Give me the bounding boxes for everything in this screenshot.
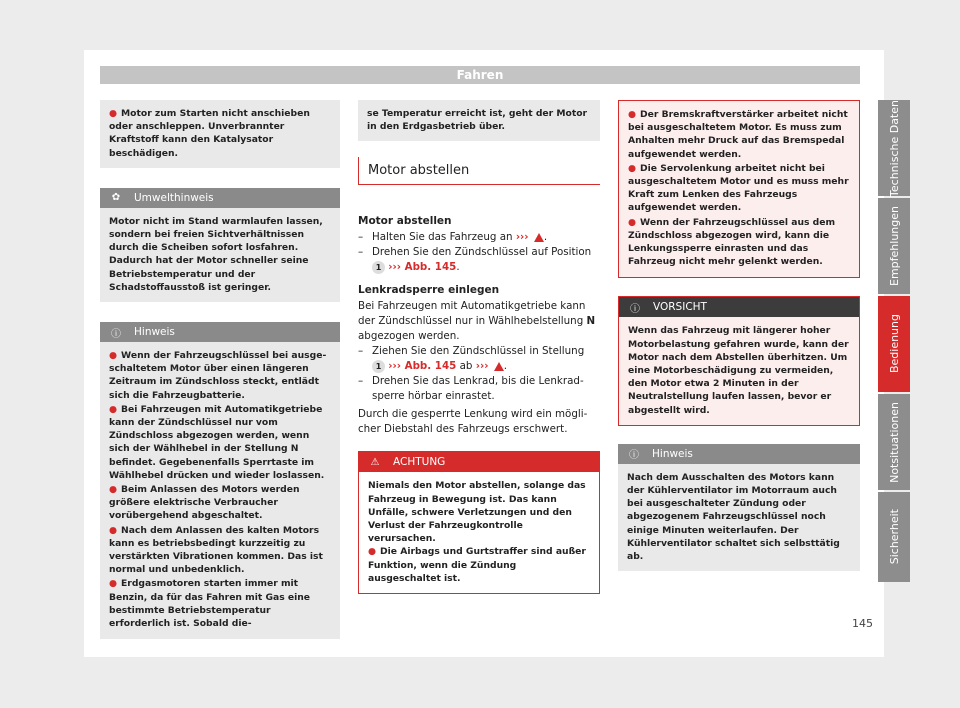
step: – Ziehen Sie den Zündschlüssel in Stellung 1 ››› Abb. 145 ab ››› . — [358, 345, 585, 373]
warning-text: Niemals den Motor abstellen, solange das Fahrzeug in Bewegung ist. Das kann Unfälle, schwere Verletzungen und den Verlust der Fahrzeugkontrolle verursachen. — [368, 480, 586, 545]
warning-triangle-icon — [494, 362, 504, 371]
warning-icon: ⚠ — [370, 456, 380, 468]
info-icon: ⓘ — [111, 328, 121, 340]
bullet-icon: ● — [368, 546, 377, 558]
bullet-icon: ● — [109, 578, 118, 590]
list-item: ● Der Bremskraftverstärker arbeitet nicht bei ausgeschaltetem Motor. Es muss zum Anhalten mehr Druck auf das Bremspedal aufgewendet werden. — [628, 109, 848, 160]
caution-box — [618, 296, 860, 425]
list-item: ● Erdgasmotoren starten immer mit Benzin, da für das Fahren mit Gas eine bestimmte Betriebstemperatur erforderlich ist. Sobald die- — [109, 578, 311, 630]
environment-note-title: Umwelthinweis — [134, 191, 214, 204]
step: – Drehen Sie das Lenkrad, bis die Lenkradsperre hörbar einrastet. — [358, 375, 584, 403]
bullet-icon: ● — [109, 108, 118, 119]
list-item: ● Nach dem Anlassen des kalten Motors kann es betriebsbedingt kurzzeitig zu verstärkten Vibrationen kommen. Das ist normal und unbedenklich. — [109, 524, 323, 576]
list-item: ● Wenn der Fahrzeugschlüssel aus dem Zündschloss abgezogen wird, kann die Lenkungssperre einrasten und das Fahrzeug nicht mehr gelenkt werden. — [628, 216, 836, 268]
tab-empfehlungen[interactable]: Empfehlungen — [878, 198, 910, 294]
list-item: ● Die Servolenkung arbeitet nicht bei ausgeschaltetem Motor und es muss mehr Kraft zum Lenken des Fahrzeugs aufgewendet werden. — [628, 162, 849, 214]
hint-title: Hinweis — [134, 326, 175, 339]
hint-continuation-text: se Temperatur erreicht ist, geht der Motor in den Erdgasbetrieb über. — [367, 108, 588, 133]
leaf-icon: ✿ — [111, 192, 121, 204]
tab-technische-daten[interactable]: Technische Daten — [878, 100, 910, 196]
figure-ref-link[interactable]: ››› Abb. 145 — [388, 261, 457, 274]
warning-continuation-box — [618, 100, 860, 278]
ref-link[interactable]: ››› — [515, 231, 529, 244]
tab-sicherheit[interactable]: Sicherheit — [878, 492, 910, 582]
bullet-icon: ● — [109, 403, 118, 415]
list-item: ● Beim Anlassen des Motors werden größere elektrische Verbraucher vorübergehend abgeschaltet. — [109, 484, 300, 522]
section-title: Motor abstellen — [358, 157, 600, 184]
environment-note-box — [100, 188, 340, 302]
hint-title: Hinweis — [652, 447, 693, 460]
intro-bullet-text: Motor zum Starten nicht anschieben oder anschleppen. Unverbrannter Kraftstoff kann den Katalysator beschädigen. — [109, 108, 310, 159]
page-header: Fahren — [100, 66, 860, 84]
tab-bedienung[interactable]: Bedienung — [878, 296, 910, 392]
bullet-icon: ● — [628, 162, 637, 174]
tab-notsituationen[interactable]: Notsituationen — [878, 394, 910, 490]
warning-triangle-icon — [534, 233, 544, 242]
bullet-icon: ● — [109, 524, 118, 536]
bullet-icon: ● — [109, 484, 118, 496]
column-right — [618, 100, 860, 587]
environment-note-body: Motor nicht im Stand warmlaufen lassen, sondern bei freien Sichtverhältnissen durch die Scheiben sofort losfahren. Dadurch hat der Motor schneller seine Betriebstemperatur und der Schadstoffausstoß ist geringer. — [109, 215, 323, 293]
paragraph: Durch die gesperrte Lenkung wird ein möglicher Diebstahl des Fahrzeugs erschwert. — [358, 408, 588, 436]
page-number: 145 — [852, 617, 873, 630]
step: – Halten Sie das Fahrzeug an ››› . — [358, 231, 548, 244]
list-item: ● Die Airbags und Gurtstraffer sind außer Funktion, wenn die Zündung ausgeschaltet ist. — [368, 546, 586, 584]
bullet-icon: ● — [628, 109, 637, 120]
subheading-motor-abstellen: Motor abstellen — [358, 215, 452, 228]
step: – Drehen Sie den Zündschlüssel auf Position 1 ››› Abb. 145. — [358, 246, 592, 274]
position-marker: 1 — [372, 360, 385, 373]
figure-ref-link[interactable]: ››› Abb. 145 — [388, 360, 457, 373]
alert-circle-icon: ⓘ — [630, 303, 640, 315]
ref-link[interactable]: ››› — [475, 360, 489, 373]
warning-title: ACHTUNG — [393, 456, 446, 469]
warning-continuation-box — [100, 100, 340, 168]
info-icon: ⓘ — [629, 450, 639, 462]
hint-text: Nach dem Ausschalten des Motors kann der Kühlerventilator im Motorraum auch bei ausgeschalteter Zündung oder abgezogenem Fahrzeugschlüssel noch einige Minuten weiterlaufen. Der Kühlerventilator schaltet sich selbsttätig ab. — [627, 471, 840, 563]
paragraph: Bei Fahrzeugen mit Automatikgetriebe kann der Zündschlüssel nur in Wählhebelstellung N abgezogen werden. — [358, 300, 596, 343]
subheading-lenkradsperre: Lenkradsperre einlegen — [358, 284, 500, 297]
column-left — [100, 100, 340, 655]
list-item: ● Bei Fahrzeugen mit Automatikgetriebe kann der Zündschlüssel nur vom Zündschloss abgezogen werden, wenn sich der Wählhebel in der Stellung N befindet. Gegebenenfalls Sperrtaste im Wählhebel drücken und wieder loslassen. — [109, 403, 325, 481]
hint-box — [618, 444, 860, 571]
hint-box — [100, 322, 340, 639]
column-middle — [358, 100, 600, 610]
bullet-icon: ● — [628, 216, 637, 228]
list-item: ● Wenn der Fahrzeugschlüssel bei ausgeschaltetem Motor über einen längeren Zeitraum im Zündschloss steckt, entlädt sich die Fahrzeugbatterie. — [109, 350, 327, 401]
caution-text: Wenn das Fahrzeug mit längerer hoher Motorbelastung gefahren wurde, kann der Motor nach dem Abstellen überhitzen. Um eine Motorbeschädigung zu vermeiden, den Motor etwa 2 Minuten in der Neutralstellung laufen lassen, bevor er abgestellt wird. — [628, 325, 849, 416]
bullet-icon: ● — [109, 350, 118, 362]
warning-box — [358, 451, 600, 594]
caution-title: VORSICHT — [653, 301, 707, 314]
position-marker: 1 — [372, 261, 385, 274]
hint-continuation-box — [358, 100, 600, 141]
